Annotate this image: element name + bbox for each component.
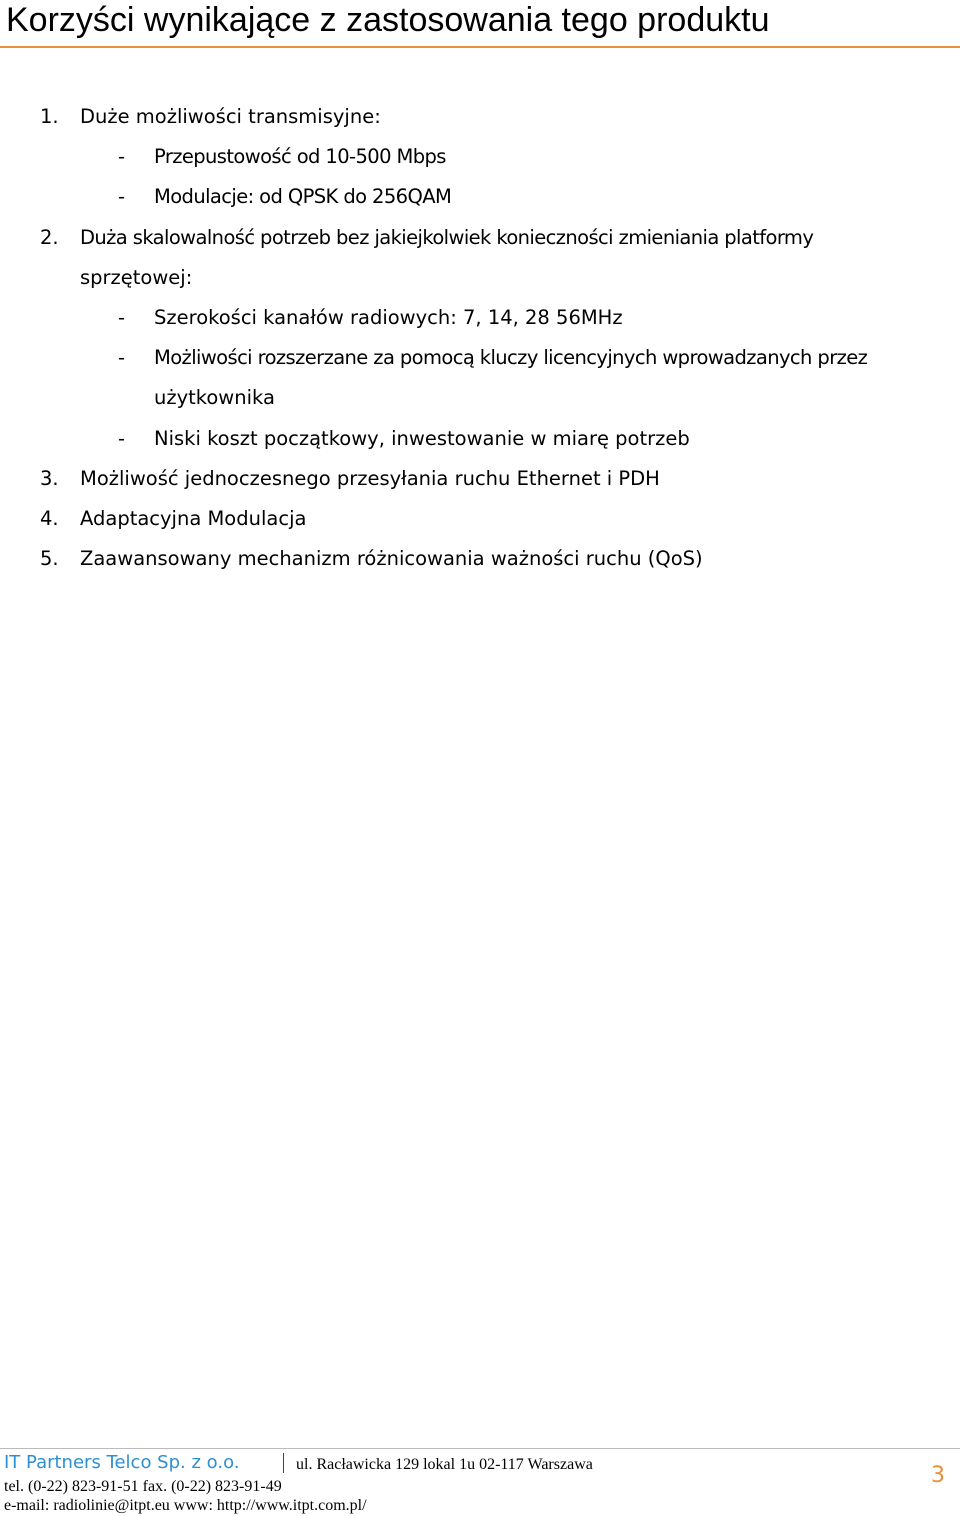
list-item-text: sprzętowej:	[80, 266, 193, 289]
list-item-text: Możliwość jednoczesnego przesyłania ruchu Ethernet i PDH	[80, 467, 660, 490]
bullet-dash: -	[118, 427, 126, 450]
bullet-dash: -	[118, 185, 126, 208]
list-item-number: 3.	[40, 467, 59, 490]
list-item-number: 1.	[40, 105, 59, 128]
list-item-number: 2.	[40, 226, 59, 249]
footer-address: ul. Racławicka 129 lokal 1u 02-117 Warszawa	[296, 1456, 593, 1473]
footer-email: e-mail: radiolinie@itpt.eu www: http://www.itpt.com.pl/	[4, 1497, 367, 1514]
sub-item-text: Możliwości rozszerzane za pomocą kluczy licencyjnych wprowadzanych przez	[154, 346, 868, 369]
sub-item-text: Przepustowość od 10-500 Mbps	[154, 145, 446, 168]
title-divider	[0, 46, 960, 48]
bullet-dash: -	[118, 346, 126, 369]
bullet-dash: -	[118, 145, 126, 168]
footer-divider	[0, 1448, 960, 1449]
list-item-text: Duża skalowalność potrzeb bez jakiejkolwiek konieczności zmieniania platformy	[80, 226, 814, 249]
sub-item-text: użytkownika	[154, 386, 275, 409]
list-item-number: 4.	[40, 507, 59, 530]
bullet-dash: -	[118, 306, 126, 329]
sub-item-text: Modulacje: od QPSK do 256QAM	[154, 185, 452, 208]
footer-phone: tel. (0-22) 823-91-51 fax. (0-22) 823-91-49	[4, 1478, 282, 1495]
page-title: Korzyści wynikające z zastosowania tego produktu	[6, 1, 770, 39]
sub-item-text: Szerokości kanałów radiowych: 7, 14, 28 56MHz	[154, 306, 623, 329]
footer-separator	[283, 1453, 284, 1473]
list-item-text: Duże możliwości transmisyjne:	[80, 105, 381, 128]
list-item-text: Zaawansowany mechanizm różnicowania ważności ruchu (QoS)	[80, 547, 703, 570]
page-number: 3	[931, 1463, 945, 1488]
list-item-number: 5.	[40, 547, 59, 570]
footer-company-name: IT Partners Telco Sp. z o.o.	[4, 1452, 240, 1473]
sub-item-text: Niski koszt początkowy, inwestowanie w miarę potrzeb	[154, 427, 690, 450]
list-item-text: Adaptacyjna Modulacja	[80, 507, 307, 530]
